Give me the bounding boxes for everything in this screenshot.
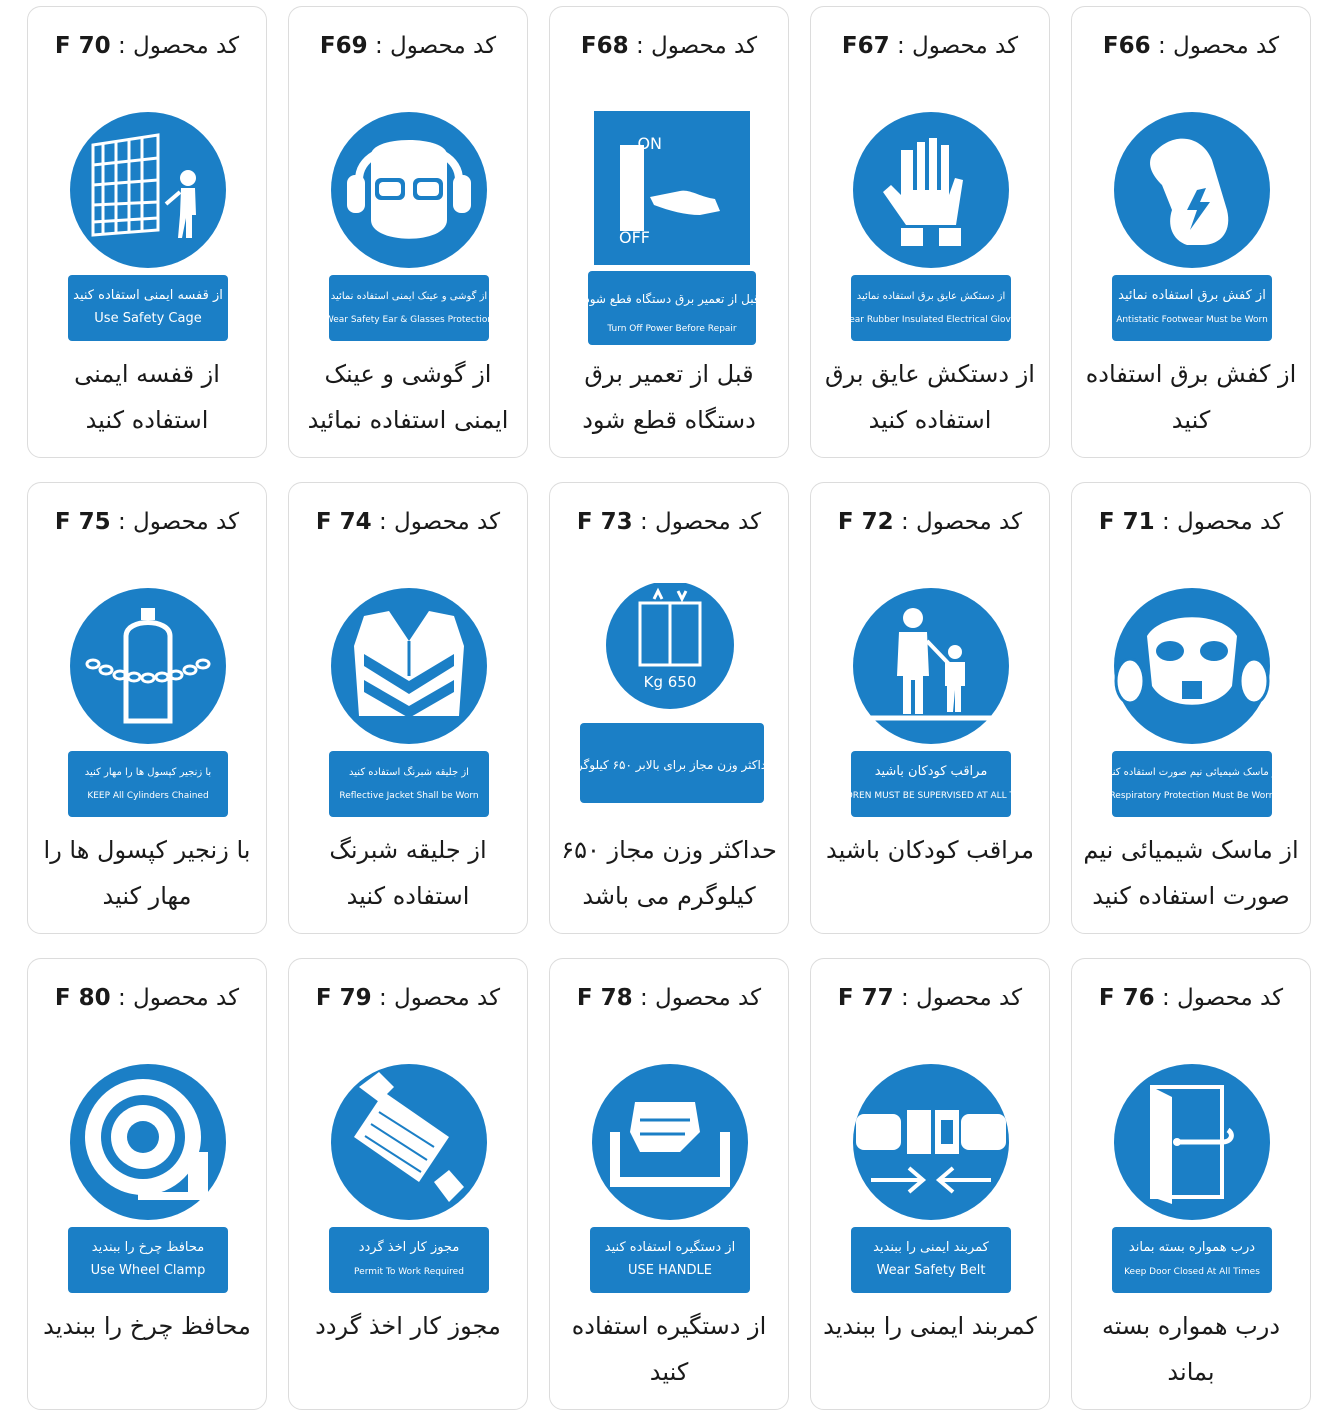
product-code-label: کد محصول :: [1161, 985, 1284, 1011]
product-card[interactable]: [288, 6, 528, 458]
safety-sign: [811, 583, 1049, 823]
plate-english-text: Wear Safety Ear & Glasses Protection: [324, 315, 494, 325]
plate-persian-text: محافظ چرخ را ببندید: [91, 1240, 205, 1255]
product-card[interactable]: [810, 6, 1050, 458]
sign-plate: [851, 751, 1011, 817]
product-code-label: کد محصول :: [117, 509, 240, 535]
product-card[interactable]: [288, 958, 528, 1410]
product-code: F 77: [837, 985, 894, 1011]
product-code-line: [28, 985, 266, 1011]
sign-plate: [329, 751, 489, 817]
product-code-line: [550, 985, 788, 1011]
safety-sign: [289, 583, 527, 823]
product-code: F 79: [315, 985, 372, 1011]
product-caption: از جلیقه شبرنگ استفاده کنید: [329, 836, 487, 910]
plate-english-text: USE HANDLE: [628, 1263, 712, 1278]
safety-sign: [1072, 583, 1310, 823]
product-caption: از قفسه ایمنی استفاده کنید: [74, 360, 220, 434]
product-code: F 80: [54, 985, 111, 1011]
plate-english-text: Antistatic Footwear Must be Worn: [1116, 315, 1268, 325]
product-code-label: کد محصول :: [374, 33, 497, 59]
plate-persian-text: درب همواره بسته بماند: [1128, 1240, 1256, 1255]
product-code: F 71: [1098, 509, 1155, 535]
product-code-label: کد محصول :: [896, 33, 1019, 59]
safety-sign: [811, 107, 1049, 347]
sign-plate: [1112, 275, 1272, 341]
safety-sign: [1072, 1059, 1310, 1299]
sign-plate: [1112, 1227, 1272, 1293]
product-code-line: [550, 509, 788, 535]
product-caption: از دستگیره استفاده کنید: [571, 1312, 767, 1386]
product-caption: از کفش برق استفاده کنید: [1085, 360, 1297, 434]
safety-sign: [1072, 107, 1310, 347]
product-card[interactable]: [1071, 6, 1311, 458]
safety-sign: [550, 583, 788, 823]
product-caption: حداکثر وزن مجاز ۶۵۰ کیلوگرم می باشد: [561, 836, 777, 910]
product-code-label: کد محصول :: [1161, 509, 1284, 535]
product-grid: [27, 6, 1311, 1410]
product-caption: کمربند ایمنی را ببندید: [823, 1312, 1037, 1340]
plate-english-text: Reflective Jacket Shall be Worn: [339, 791, 479, 801]
product-card[interactable]: [549, 6, 789, 458]
svg-text:ON: ON: [637, 134, 662, 153]
product-code-line: [28, 509, 266, 535]
product-caption: از گوشی و عینک ایمنی استفاده نمائید: [307, 360, 509, 434]
product-code-label: کد محصول :: [900, 985, 1023, 1011]
product-code-line: [28, 33, 266, 59]
plate-english-text: Wear Rubber Insulated Electrical Gloves: [840, 315, 1022, 325]
sign-plate: [851, 275, 1011, 341]
product-code-line: [1072, 33, 1310, 59]
plate-english-text: Keep Door Closed At All Times: [1124, 1267, 1260, 1277]
product-code: F68: [580, 33, 629, 59]
product-code-line: [811, 985, 1049, 1011]
product-caption: مجوز کار اخذ گردد: [315, 1312, 501, 1340]
product-card[interactable]: [549, 482, 789, 934]
safety-sign: [28, 107, 266, 347]
product-code-line: [1072, 985, 1310, 1011]
product-code: F 75: [54, 509, 111, 535]
plate-english-text: KEEP All Cylinders Chained: [87, 791, 209, 801]
product-code-line: [550, 33, 788, 59]
product-code: F 74: [315, 509, 372, 535]
plate-english-text: Use Wheel Clamp: [90, 1263, 206, 1278]
product-code-label: کد محصول :: [378, 509, 501, 535]
product-card[interactable]: [27, 958, 267, 1410]
sign-plate: [68, 1227, 228, 1293]
plate-persian-text: از کفش برق استفاده نمائید: [1118, 288, 1266, 303]
product-code-label: کد محصول :: [635, 33, 758, 59]
product-code-line: [289, 33, 527, 59]
product-code: F69: [319, 33, 368, 59]
product-caption: با زنجیر کپسول ها را مهار کنید: [43, 836, 251, 910]
plate-english-text: Use Safety Cage: [94, 311, 202, 326]
product-code-line: [289, 509, 527, 535]
product-caption: مراقب کودکان باشید: [826, 836, 1034, 864]
plate-persian-text: کمربند ایمنی را ببندید: [873, 1240, 989, 1255]
plate-english-text: CHILDREN MUST BE SUPERVISED AT ALL TIMES: [825, 791, 1037, 801]
product-card[interactable]: [288, 482, 528, 934]
product-code: F 70: [54, 33, 111, 59]
product-code-line: [811, 509, 1049, 535]
product-code-label: کد محصول :: [117, 985, 240, 1011]
product-caption: درب همواره بسته بماند: [1101, 1312, 1281, 1386]
product-code: F 78: [576, 985, 633, 1011]
product-code: F66: [1102, 33, 1151, 59]
product-code: F 72: [837, 509, 894, 535]
product-card[interactable]: [1071, 958, 1311, 1410]
product-caption: از ماسک شیمیائی نیم صورت استفاده کنید: [1083, 836, 1299, 910]
plate-english-text: Permit To Work Required: [354, 1267, 464, 1277]
product-code-label: کد محصول :: [639, 509, 762, 535]
product-card[interactable]: [27, 482, 267, 934]
plate-english-text: Wear Safety Belt: [876, 1263, 986, 1278]
load-label: 650 Kg: [643, 673, 697, 691]
product-card[interactable]: [549, 958, 789, 1410]
plate-persian-text: قبل از تعمیر برق دستگاه قطع شود: [584, 292, 760, 306]
safety-sign: [550, 107, 788, 347]
product-code: F 76: [1098, 985, 1155, 1011]
plate-persian-text: مجوز کار اخذ گردد: [358, 1240, 460, 1255]
product-caption: محافظ چرخ را ببندید: [43, 1312, 251, 1340]
product-code: F67: [841, 33, 890, 59]
product-code-label: کد محصول :: [117, 33, 240, 59]
plate-persian-text: از جلیقه شبرنگ استفاده کنید: [349, 767, 469, 778]
safety-sign: [550, 1059, 788, 1299]
plate-english-text: Respiratory Protection Must Be Worn: [1109, 791, 1275, 801]
plate-persian-text: از دستگیره استفاده کنید: [604, 1240, 736, 1255]
product-code-label: کد محصول :: [1157, 33, 1280, 59]
product-card[interactable]: [810, 958, 1050, 1410]
plate-persian-text: با زنجیر کپسول ها را مهار کنید: [84, 767, 212, 778]
safety-sign: [289, 1059, 527, 1299]
plate-persian-text: حداکثر وزن مجاز برای بالابر ۶۵۰ کیلوگرم: [569, 758, 775, 772]
svg-text:OFF: OFF: [619, 228, 650, 247]
sign-plate: [329, 275, 489, 341]
product-card[interactable]: [810, 482, 1050, 934]
plate-persian-text: از دستکش عایق برق استفاده نمائید: [856, 291, 1006, 302]
sign-plate: [68, 275, 228, 341]
sign-plate: [68, 751, 228, 817]
product-code-line: [811, 33, 1049, 59]
product-caption: قبل از تعمیر برق دستگاه قطع شود: [582, 360, 756, 434]
sign-plate: [329, 1227, 489, 1293]
product-code-line: [1072, 509, 1310, 535]
plate-persian-text: از ماسک شیمیائی نیم صورت استفاده کنید: [1104, 767, 1280, 778]
product-code: F 73: [576, 509, 633, 535]
product-code-line: [289, 985, 527, 1011]
safety-sign: [28, 583, 266, 823]
plate-persian-text: مراقب کودکان باشید: [874, 764, 988, 779]
product-card[interactable]: [1071, 482, 1311, 934]
product-code-label: کد محصول :: [639, 985, 762, 1011]
safety-sign: [811, 1059, 1049, 1299]
plate-persian-text: از قفسه ایمنی استفاده کنید: [73, 288, 223, 303]
product-code-label: کد محصول :: [378, 985, 501, 1011]
safety-sign: [28, 1059, 266, 1299]
product-caption: از دستکش عایق برق استفاده کنید: [825, 360, 1035, 434]
sign-plate: [590, 1227, 750, 1293]
plate-persian-text: از گوشی و عینک ایمنی استفاده نمائید: [330, 291, 488, 302]
plate-english-text: Turn Off Power Before Repair: [607, 324, 737, 334]
safety-sign: [289, 107, 527, 347]
product-code-label: کد محصول :: [900, 509, 1023, 535]
sign-plate: [1112, 751, 1272, 817]
sign-plate: [851, 1227, 1011, 1293]
product-card[interactable]: [27, 6, 267, 458]
